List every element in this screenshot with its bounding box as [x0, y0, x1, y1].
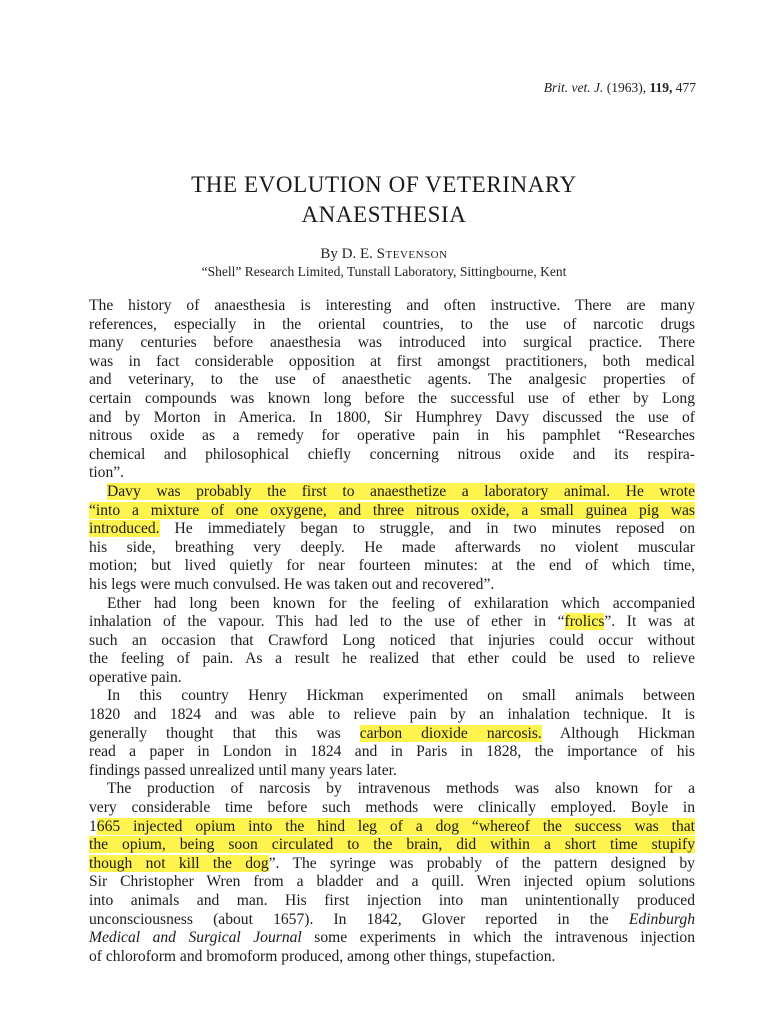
text-segment: The production of narcosis by intravenous methods was also known for a — [107, 780, 695, 798]
text-line — [89, 929, 695, 948]
text-line — [89, 911, 695, 930]
highlighted-text: frolics — [564, 613, 605, 631]
text-segment: In this country Henry Hickman experimented on small animals between — [107, 687, 695, 705]
text-line — [89, 836, 695, 855]
highlighted-text: Davy was probably the first to anaesthetize a laboratory animal. He wrote — [107, 482, 695, 500]
text-line — [89, 390, 695, 409]
citation-volume: 119, — [649, 80, 673, 95]
text-line — [89, 892, 695, 911]
text-segment: nitrous oxide as a remedy for operative pain in his pamphlet “Researches — [89, 427, 695, 445]
text-line — [89, 595, 695, 614]
text-segment: his side, breathing very deeply. He made afterwards no violent muscular — [89, 538, 695, 556]
text-segment: ”. It was at — [604, 613, 695, 631]
text-segment: 1820 and 1824 and was able to relieve pain by an inhalation technique. It is — [89, 706, 695, 724]
highlighted-text: carbon dioxide narcosis. — [359, 724, 542, 742]
title-line: THE EVOLUTION OF VETERINARY — [191, 172, 577, 197]
highlighted-text: 665 injected opium into the hind leg of a dog “whereof the success was that — [96, 817, 695, 835]
text-line — [89, 334, 695, 353]
text-segment: and by Morton in America. In 1800, Sir Humphrey Davy discussed the use of — [89, 408, 695, 426]
citation-journal: Brit. vet. J. — [543, 80, 604, 95]
journal-name: Medical and Surgical Journal — [89, 929, 302, 947]
affiliation: “Shell” Research Limited, Tunstall Laboratory, Sittingbourne, Kent — [201, 264, 567, 279]
text-segment: certain compounds was known long before the successful use of ether by Long — [89, 389, 695, 407]
text-segment: Sir Christopher Wren from a bladder and a quill. Wren injected opium solutions — [89, 873, 695, 891]
text-segment: He immediately began to struggle, and in two minutes reposed on — [159, 520, 695, 538]
text-line — [89, 687, 695, 706]
text-line — [89, 371, 695, 390]
text-segment: 1 — [89, 817, 97, 835]
byline-prefix: By D. E. — [320, 246, 373, 262]
text-segment: Ether had long been known for the feeling of exhilaration which accompanied — [107, 594, 695, 612]
article-title — [0, 170, 768, 230]
text-segment: his legs were much convulsed. He was taken out and recovered”. — [89, 575, 495, 593]
text-line — [89, 650, 695, 669]
text-line — [89, 855, 695, 874]
text-segment: the feeling of pain. As a result he realized that ether could be used to relieve — [89, 650, 695, 668]
text-segment: findings passed unrealized until many years later. — [89, 761, 397, 779]
text-line — [89, 297, 695, 316]
text-segment: of chloroform and bromoform produced, among other things, stupefaction. — [89, 947, 556, 965]
text-segment: unconsciousness (about 1657). In 1842, Glover reported in the — [89, 910, 629, 928]
text-segment: into animals and man. His first injection into man unintentionally produced — [89, 892, 695, 909]
text-line — [89, 762, 695, 781]
highlighted-text: though not kill the dog — [89, 854, 269, 872]
text-line — [89, 502, 695, 521]
text-segment: was in fact considerable opposition at first amongst practitioners, both medical — [89, 352, 695, 370]
citation — [544, 80, 696, 96]
text-segment: some experiments in which the intravenous injection — [301, 929, 695, 947]
text-segment: generally thought that this was — [89, 724, 360, 742]
text-line — [89, 409, 695, 428]
text-segment: such an occasion that Crawford Long noticed that injuries could occur without — [89, 631, 695, 649]
text-segment: Although Hickman — [541, 724, 695, 742]
citation-year: (1963), — [606, 80, 647, 95]
text-line — [89, 427, 695, 446]
text-line — [89, 725, 695, 744]
text-segment: very considerable time before such methods were clinically employed. Boyle in — [89, 799, 695, 817]
byline — [0, 246, 768, 263]
text-segment: read a paper in London in 1824 and in Paris in 1828, the importance of his — [89, 743, 695, 761]
text-line — [89, 669, 695, 688]
text-line — [89, 706, 695, 725]
text-line — [89, 464, 695, 483]
text-segment: and veterinary, to the use of anaesthetic agents. The analgesic properties of — [89, 371, 695, 389]
text-line — [89, 818, 695, 837]
highlighted-text: the opium, being soon circulated to the brain, did within a short time stupify — [89, 836, 695, 854]
text-segment: ”. The syringe was probably of the pattern designed by — [268, 854, 695, 872]
journal-name: Edinburgh — [628, 910, 695, 928]
text-line — [89, 632, 695, 651]
article-body — [89, 297, 695, 966]
author-name: Stevenson — [376, 246, 448, 262]
text-line — [89, 539, 695, 558]
text-segment: chemical and philosophical chiefly concerning nitrous oxide and its respira- — [89, 445, 695, 463]
text-line — [89, 780, 695, 799]
text-line — [89, 353, 695, 372]
highlighted-text: introduced. — [89, 520, 160, 538]
text-line — [89, 948, 695, 967]
text-line — [89, 743, 695, 762]
text-segment: inhalation of the vapour. This had led to the use of ether in “ — [89, 613, 565, 631]
text-line — [89, 316, 695, 335]
text-segment: The history of anaesthesia is interesting and often instructive. There are many — [89, 297, 695, 314]
text-line — [89, 576, 695, 595]
text-segment: motion; but lived quietly for near fourteen minutes: at the end of which time, — [89, 557, 695, 575]
text-line — [89, 873, 695, 892]
text-segment: operative pain. — [89, 668, 182, 686]
text-line — [89, 557, 695, 576]
title-line: ANAESTHESIA — [301, 202, 467, 227]
text-line — [89, 799, 695, 818]
text-line — [89, 446, 695, 465]
highlighted-text: “into a mixture of one oxygene, and three nitrous oxide, a small guinea pig was — [89, 501, 695, 519]
citation-page: 477 — [675, 80, 696, 95]
text-segment: tion”. — [89, 464, 125, 482]
text-segment: many centuries before anaesthesia was introduced into surgical practice. There — [89, 334, 695, 352]
text-line — [89, 520, 695, 539]
text-line — [89, 483, 695, 502]
text-segment: references, especially in the oriental countries, to the use of narcotic drugs — [89, 315, 695, 333]
text-line — [89, 613, 695, 632]
